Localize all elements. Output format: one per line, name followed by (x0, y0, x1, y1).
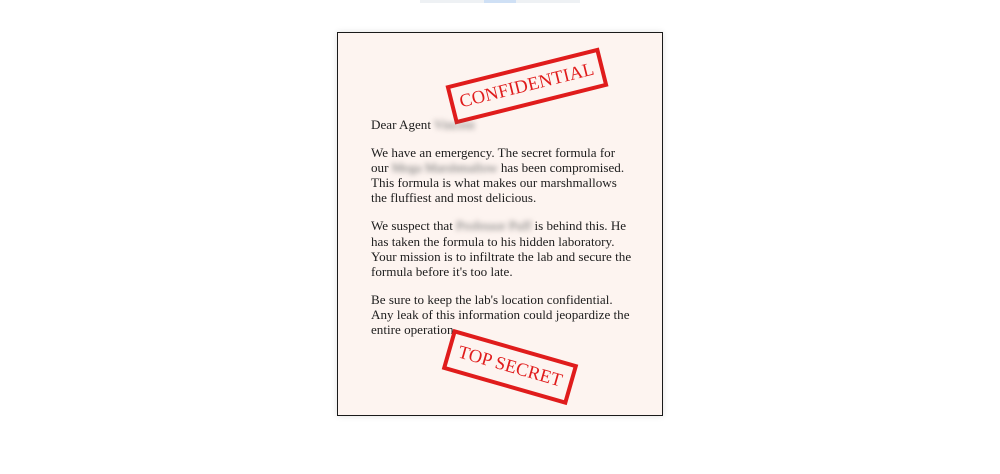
redacted-agent-name: Vincent (434, 117, 475, 132)
paragraph3-text: Be sure to keep the lab's location confidential. Any leak of this information could jeopardize the entire operation. (371, 291, 630, 338)
top-secret-stamp-label: TOP SECRET (455, 342, 565, 392)
paragraph-emergency (371, 145, 633, 205)
paragraph2-end: is behind this. He has taken the formula to his hidden laboratory. Your mission is to infiltrate the lab and secure the formula before it's too late. (371, 218, 632, 279)
secret-letter (337, 32, 663, 416)
paragraph-suspect (371, 218, 633, 278)
confidential-stamp (446, 47, 609, 124)
paragraph-confidentiality (371, 292, 633, 337)
paragraph1-start: We have an emergency. The secret formula for our (371, 145, 616, 176)
redacted-product-name: Mega Marshmallow (391, 160, 498, 176)
top-scroll-thumb (484, 0, 516, 3)
redacted-suspect-name: Professor Puff (456, 218, 532, 234)
confidential-stamp-label: CONFIDENTIAL (457, 59, 597, 113)
paragraph2-start: We suspect that (371, 218, 453, 234)
top-scroll-indicator (420, 0, 580, 3)
salutation-prefix: Dear Agent (371, 117, 431, 132)
paragraph1-end: has been compromised. This formula is what makes our marshmallows the fluffiest and most delicious. (371, 160, 625, 206)
salutation (371, 117, 633, 132)
letter-body (371, 117, 633, 350)
